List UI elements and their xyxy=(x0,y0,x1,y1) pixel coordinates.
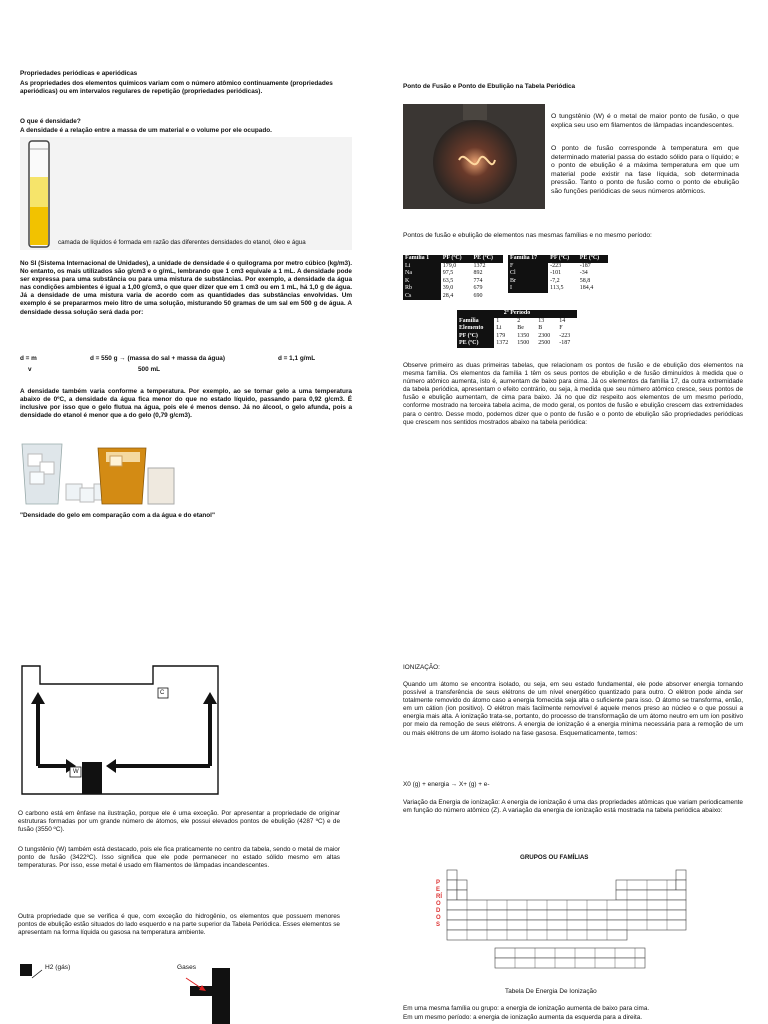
carbon-paragraph: O carbono está em ênfase na ilustração, porque ele é uma exceção. Por apresentar a propriedade de originar estruturas formadas por um grande número de átomos, ele possui elevados pontos de ebulição (4287 ºC) e de fusão (3550 ºC). xyxy=(18,810,340,834)
ice-glasses-image xyxy=(18,438,178,508)
tungsten-text: O tungstênio (W) é o metal de maior ponto de fusão, o que explica seu uso em filamentos de lâmpadas incandescentes. xyxy=(551,113,739,129)
ionization-paragraph: Quando um átomo se encontra isolado, ou seja, em seu estado fundamental, ele pode absorver energia tornando possível a transferência de seus elétrons de um nível energético quantizado para outro. O elétron pode ainda ser totalmente removido do átomo caso a energia fornecida seja alta o suficiente para isso. O átomo se transforma, então, em um cátion (íon positivo). O elétron mais facilmente removível é aquele menos preso ao núcleo e o que possui a energia mais alta. A ionização trata-se, portanto, do processo de transformação de um átomo neutro em um íon positivo por meio da remoção de seus elétrons. A energia de ionização é a energia mínima necessária para a remoção de um ou mais elétrons de um átomo isolado na fase gasosa. Esquematicamente, temos: xyxy=(403,681,743,737)
ionization-title: IONIZAÇÃO: xyxy=(403,664,440,671)
table-row: PF (ºC) 179 1350 2300 -223 xyxy=(457,333,577,341)
si-paragraph: No SI (Sistema Internacional de Unidades), a unidade de densidade é o quilograma por metro cúbico (kg/m3). No entanto, os mais utilizados são g/cm3 e o g/mL, lembrando que 1 cm3 equivale a 1 mL. A densidade pode ser expressa para uma substância ou para uma mistura de substâncias. Por exemplo, a densidade da água nas condições ambientes é igual a 1,00 g/cm3, o que quer dizer que em 1 cm3 ou em 1 mL, há 1,0 g de água. Já a densidade de uma mistura varia de acordo com as quantidades das substâncias envolvidas. Um exemplo é se prepararmos meio litro de uma solução, misturando 50 gramas de um sal em 500 g de água. A densidade dessa solução será dada por: xyxy=(20,260,352,316)
left-title: Propriedades periódicas e aperiódicas xyxy=(20,70,138,77)
carbon-label: C xyxy=(160,690,165,696)
h2-label: H2 (gás) xyxy=(45,964,71,971)
table-row: Na 97,5 892 xyxy=(403,270,503,278)
temperature-paragraph: A densidade também varia conforme a temperatura. Por exemplo, ao se tornar gelo a uma temperatura abaixo de 0ºC, a densidade da água fica menor do que no estado líquido, passando para 0,92 g/cm3. É inclusive por isso que o gelo flutua na água, pois ele é menos denso. Já no álcool, o gelo afunda, pois a densidade do etanol é menor que a do gelo (0,79 g/cm3). xyxy=(20,388,352,420)
formula-500ml: 500 mL xyxy=(138,366,161,373)
groups-label: GRUPOS OU FAMÍLIAS xyxy=(520,854,589,861)
left-intro: As propriedades dos elementos químicos variam com o número atômico continuamente (propriedades aperiódicas) ou em intervalos regulares de repetição (propriedades periódicas). xyxy=(20,80,333,96)
ionization-caption: Tabela De Energia De Ionização xyxy=(505,988,597,995)
density-question: O que é densidade? xyxy=(20,118,81,125)
melting-point-text: O ponto de fusão corresponde à temperatura em que determinado material passa do estado sólido para o líquido; e o ponto de ebulição é a máxima temperatura em que um material pode existir na fase líquida, sob determinada pressão. Tanto o ponto de fusão como o ponto de ebulição são funções periódicas de seus números atômicos. xyxy=(551,145,739,195)
table-row: PE (ºC) 1372 1500 2500 -187 xyxy=(457,340,577,348)
tube-caption: camada de líquidos é formada em razão das diferentes densidades do etanol, óleo e água xyxy=(58,239,306,246)
ionization-equation: X0 (g) + energia → X+ (g) + e- xyxy=(403,781,490,788)
test-tube-image xyxy=(26,139,52,249)
table-row: K 63,5 774 xyxy=(403,278,503,286)
ionization-table-grid xyxy=(445,868,690,986)
ice-caption: "Densidade do gelo em comparação com a da água e do etanol" xyxy=(20,512,215,519)
table-row: Br -7,2 58,8 xyxy=(508,278,608,286)
test-tube-figure xyxy=(20,137,352,250)
ionization-period-rule: Em um mesmo período: a energia de ionização aumenta da esquerda para a direita. xyxy=(403,1014,643,1021)
periodic-table-figure xyxy=(425,846,715,986)
formula-v: v xyxy=(28,366,32,373)
family1-table: Família 1 PF (ºC) PE (ºC) Li 179,0 1372 Na 97,5 892 K 63,5 774 Rb 39,0 679 Cs 28,4 690 xyxy=(403,255,503,300)
table-row: Cs 28,4 690 xyxy=(403,293,503,301)
table-row: Cl -101 -34 xyxy=(508,270,608,278)
melting-trend-diagram xyxy=(18,662,240,800)
ionization-family-rule: Em uma mesma família ou grupo: a energia de ionização aumenta de baixo para cima. xyxy=(403,1005,650,1012)
table-row: Li 179,0 1372 xyxy=(403,263,503,271)
tables-subtitle: Pontos de fusão e ebulição de elementos nas mesmas famílias e no mesmo período: xyxy=(403,232,652,239)
observe-paragraph: Observe primeiro as duas primeiras tabelas, que relacionam os pontos de fusão e de ebulição dos elementos na mesma família. Os elementos da família 1 têm os seus pontos de ebulição e de fusão diminuídos à medida que o número atômico aumenta, isto é, aumentam de baixo para cima. Já os elementos da família 17, da outra extremidade da tabela periódica, apresentam o efeito contrário, ou seja, à medida que seu número atômico cresce, seus pontos de fusão e ebulição aumentam, de cima para baixo. Já no que diz respeito aos elementos de um mesmo período, conforme mostrado na terceira tabela acima, de modo geral, os pontos de fusão e ebulição crescem das extremidades para o centro. Desse modo, podemos dizer que o ponto de fusão e o ponto de ebulição são propriedades periódicas que crescem nos sentidos mostrados abaixo na tabela periódica: xyxy=(403,362,743,426)
period2-table: 2º Período Família 1 2 13 14 Elemento Li Be B F PF (ºC) 179 1350 2300 -223 PE (ºC) 1372 1500 2500 -187 xyxy=(457,310,577,348)
tungsten-paragraph: O tungstênio (W) também está destacado, pois ele fica praticamente no centro da tabela, sendo o metal de maior ponto de fusão (3422ºC). Isso significa que ele pode permanecer no estado sólido mesmo em altas temperaturas. Por isso, esse metal é usado em filamentos de lâmpadas incandescentes. xyxy=(18,846,340,870)
light-bulb-image xyxy=(403,104,545,209)
formula-d-m: d = m xyxy=(20,355,37,362)
table-row: Família 1 2 13 14 xyxy=(457,318,577,326)
table-row: I 113,5 184,4 xyxy=(508,285,608,293)
table-row: Rb 39,0 679 xyxy=(403,285,503,293)
periods-label: PERÍODOS xyxy=(436,880,442,928)
density-definition: A densidade é a relação entre a massa de um material e o volume por ele ocupado. xyxy=(20,127,272,134)
table-row: Elemento Li Be B F xyxy=(457,325,577,333)
formula-d-550: d = 550 g → (massa do sal + massa da água) xyxy=(90,355,225,362)
family17-table: Família 17 PF (ºC) PE (ºC) F -223 -187 Cl -101 -34 Br -7,2 58,8 I 113,5 184,4 xyxy=(508,255,608,293)
tungsten-label: W xyxy=(73,769,79,775)
boiling-paragraph: Outra propriedade que se verifica é que, com exceção do hidrogênio, os elementos que possuem menores pontos de ebulição estão situados do lado esquerdo e na parte superior da Tabela Periódica. Esses elementos se apresentam na forma líquida ou gasosa na temperatura ambiente. xyxy=(18,913,340,937)
gases-label: Gases xyxy=(177,964,197,971)
table-row: F -223 -187 xyxy=(508,263,608,271)
ionization-variation: Variação da Energia de ionização: A energia de ionização é uma das propriedades atômicas que variam periodicamente em função do número atômico (Z). A variação da energia de ionização está mostrada na tabela periódica abaixo: xyxy=(403,799,743,815)
formula-result: d = 1,1 g/mL xyxy=(278,355,316,362)
right-title: Ponto de Fusão e Ponto de Ebulição na Tabela Periódica xyxy=(403,83,576,90)
